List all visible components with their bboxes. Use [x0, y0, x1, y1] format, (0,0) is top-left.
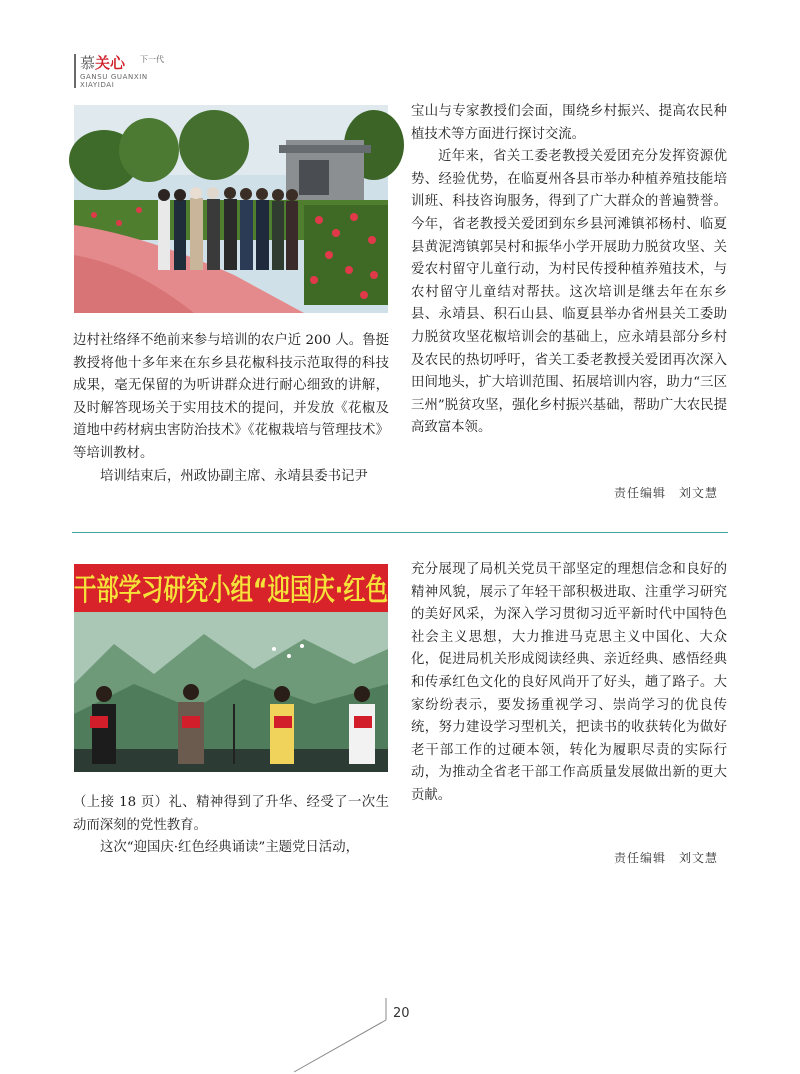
- paragraph: 这次“迎国庆·红色经典诵读”主题党日活动，: [100, 840, 359, 856]
- article1-editor-credit: 责任编辑 刘文慧: [614, 486, 719, 500]
- page-number-ornament: [290, 998, 390, 1074]
- banner-text: 干部学习研究小组“迎国庆·红色: [74, 573, 388, 608]
- paragraph: 宝山与专家教授们会面，围绕乡村振兴、提高农民种植技术等方面进行探讨交流。: [411, 104, 727, 142]
- magazine-logo: [74, 52, 174, 92]
- logo-subtitle: 下一代: [140, 55, 164, 64]
- photo-stage-reading: [74, 564, 388, 772]
- paragraph: 近年来，省关工委老教授关爱团充分发挥资源优势、经验优势，在临夏州各县市举办种植养殖技能培训班、科技咨询服务，得到了广大群众的普遍赞誉。今年，省老教授关爱团到东乡县河滩镇祁杨村、临夏县黄泥湾镇郭吴村和振华小学开展助力脱贫攻坚、关爱农村留守儿童行动，为村民传授种植养殖技术，与农村留守儿童结对帮扶。这次培训是继去年在东乡县、永靖县、积石山县、临夏县举办省州县关工委助力脱贫攻坚花椒培训会的基础上，应永靖县部分乡村及农民的热切呼吁，省关工委老教授关爱团再次深入田间地头，扩大培训范围、拓展培训内容，助力“三区三州”脱贫攻坚，强化乡村振兴基础，帮助广大农民提高致富本领。: [411, 149, 727, 436]
- article1-left-column: [73, 330, 389, 488]
- page-number: 20: [393, 1006, 410, 1021]
- article1-right-column: [411, 101, 727, 440]
- logo-title: 慕关心: [80, 54, 126, 72]
- paragraph: 培训结束后，州政协副主席、永靖县委书记尹: [100, 468, 368, 484]
- paragraph: 边村社络绎不绝前来参与培训的农户近 200 人。鲁挺教授将他十多年来在东乡县花椒科技示范取得的科技成果，毫无保留的为听讲群众进行耐心细致的讲解，及时解答现场关于实用技术的提问，并发放《花椒及道地中药材病虫害防治技术》《花椒栽培与管理技术》等培训教材。: [73, 333, 389, 461]
- paragraph: 充分展现了局机关党员干部坚定的理想信念和良好的精神风貌，展示了年轻干部积极进取、注重学习研究的美好风采，为深入学习贯彻习近平新时代中国特色社会主义思想，大力推进马克思主义中国化、大众化，促进局机关形成阅读经典、亲近经典、感悟经典和传承红色文化的良好风尚开了好头，趟了路子。大家纷纷表示，要发扬重视学习、崇尚学习的优良传统，努力建设学习型机关，把读书的收获转化为做好老干部工作的过硬本领，转化为履职尽责的实际行动，为推动全省老干部工作高质量发展做出新的更大贡献。: [411, 562, 727, 803]
- article2-editor-credit: 责任编辑 刘文慧: [614, 851, 719, 865]
- article2-left-column: [73, 792, 389, 860]
- section-divider: [72, 532, 728, 533]
- logo-divider: [74, 54, 76, 88]
- paragraph: （上接 18 页）礼、精神得到了升华、经受了一次生动而深刻的党性教育。: [73, 795, 389, 833]
- article2-right-column: [411, 559, 727, 808]
- photo-group-garden: [74, 105, 388, 313]
- logo-english: GANSU GUANXIN XIAYIDAI: [80, 73, 148, 89]
